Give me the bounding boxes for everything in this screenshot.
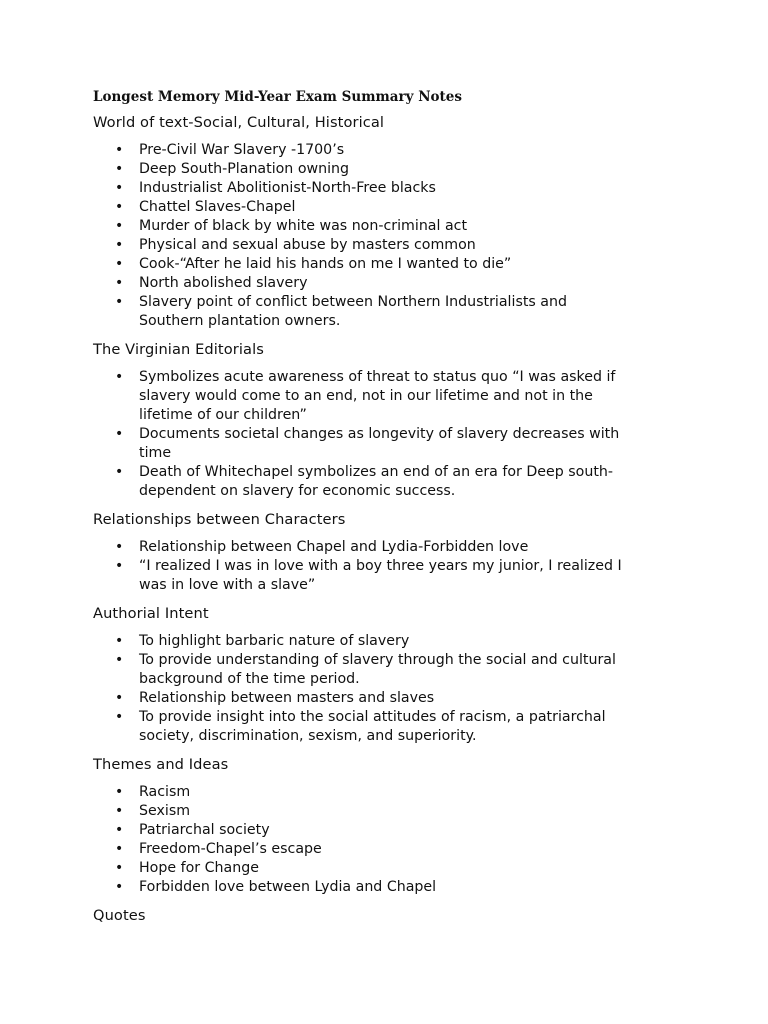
list-item: • Slavery point of conflict between Northern Industrialists and Southern plantation owners. <box>93 293 673 331</box>
list-item: • To highlight barbaric nature of slavery <box>93 632 673 651</box>
list-item: • Patriarchal society <box>93 821 673 840</box>
list-item: • “I realized I was in love with a boy three years my junior, I realized I was in love with a slave” <box>93 557 673 595</box>
list-item: • Relationship between Chapel and Lydia-Forbidden love <box>93 538 673 557</box>
document-page <box>93 88 673 934</box>
bullet-list <box>93 141 673 331</box>
section-heading: Quotes <box>93 907 146 924</box>
document-title: Longest Memory Mid-Year Exam Summary Notes <box>93 89 462 105</box>
section-virginian-editorials <box>93 340 673 501</box>
section-world-of-text <box>93 113 673 331</box>
section-relationships <box>93 510 673 595</box>
list-item: • Documents societal changes as longevity of slavery decreases with time <box>93 425 673 463</box>
list-item: • Pre-Civil War Slavery -1700’s <box>93 141 673 160</box>
section-heading: Themes and Ideas <box>93 756 229 773</box>
list-item: • Freedom-Chapel’s escape <box>93 840 673 859</box>
list-item: • Murder of black by white was non-criminal act <box>93 217 673 236</box>
list-item: • Industrialist Abolitionist-North-Free blacks <box>93 179 673 198</box>
list-item: • To provide insight into the social attitudes of racism, a patriarchal society, discrimination, sexism, and superiority. <box>93 708 673 746</box>
list-item: • Hope for Change <box>93 859 673 878</box>
section-quotes <box>93 906 673 926</box>
list-item: • Physical and sexual abuse by masters common <box>93 236 673 255</box>
list-item: • Deep South-Planation owning <box>93 160 673 179</box>
list-item: • Death of Whitechapel symbolizes an end of an era for Deep south- dependent on slavery for economic success. <box>93 463 673 501</box>
section-authorial-intent <box>93 604 673 746</box>
section-heading: Relationships between Characters <box>93 511 346 528</box>
section-heading: Authorial Intent <box>93 605 209 622</box>
list-item: • North abolished slavery <box>93 274 673 293</box>
list-item: • Sexism <box>93 802 673 821</box>
bullet-list <box>93 632 673 746</box>
section-heading: World of text-Social, Cultural, Historical <box>93 114 385 131</box>
list-item: • Forbidden love between Lydia and Chapel <box>93 878 673 897</box>
bullet-list <box>93 783 673 897</box>
list-item: • Chattel Slaves-Chapel <box>93 198 673 217</box>
list-item: • Relationship between masters and slaves <box>93 689 673 708</box>
bullet-list <box>93 368 673 501</box>
bullet-list <box>93 538 673 595</box>
section-heading: The Virginian Editorials <box>93 341 264 358</box>
list-item: • Symbolizes acute awareness of threat to status quo “I was asked if slavery would come to an end, not in our lifetime and not in the lifetime of our children” <box>93 368 673 425</box>
section-themes-and-ideas <box>93 755 673 897</box>
list-item: • Racism <box>93 783 673 802</box>
list-item: • Cook-“After he laid his hands on me I wanted to die” <box>93 255 673 274</box>
list-item: • To provide understanding of slavery through the social and cultural background of the time period. <box>93 651 673 689</box>
